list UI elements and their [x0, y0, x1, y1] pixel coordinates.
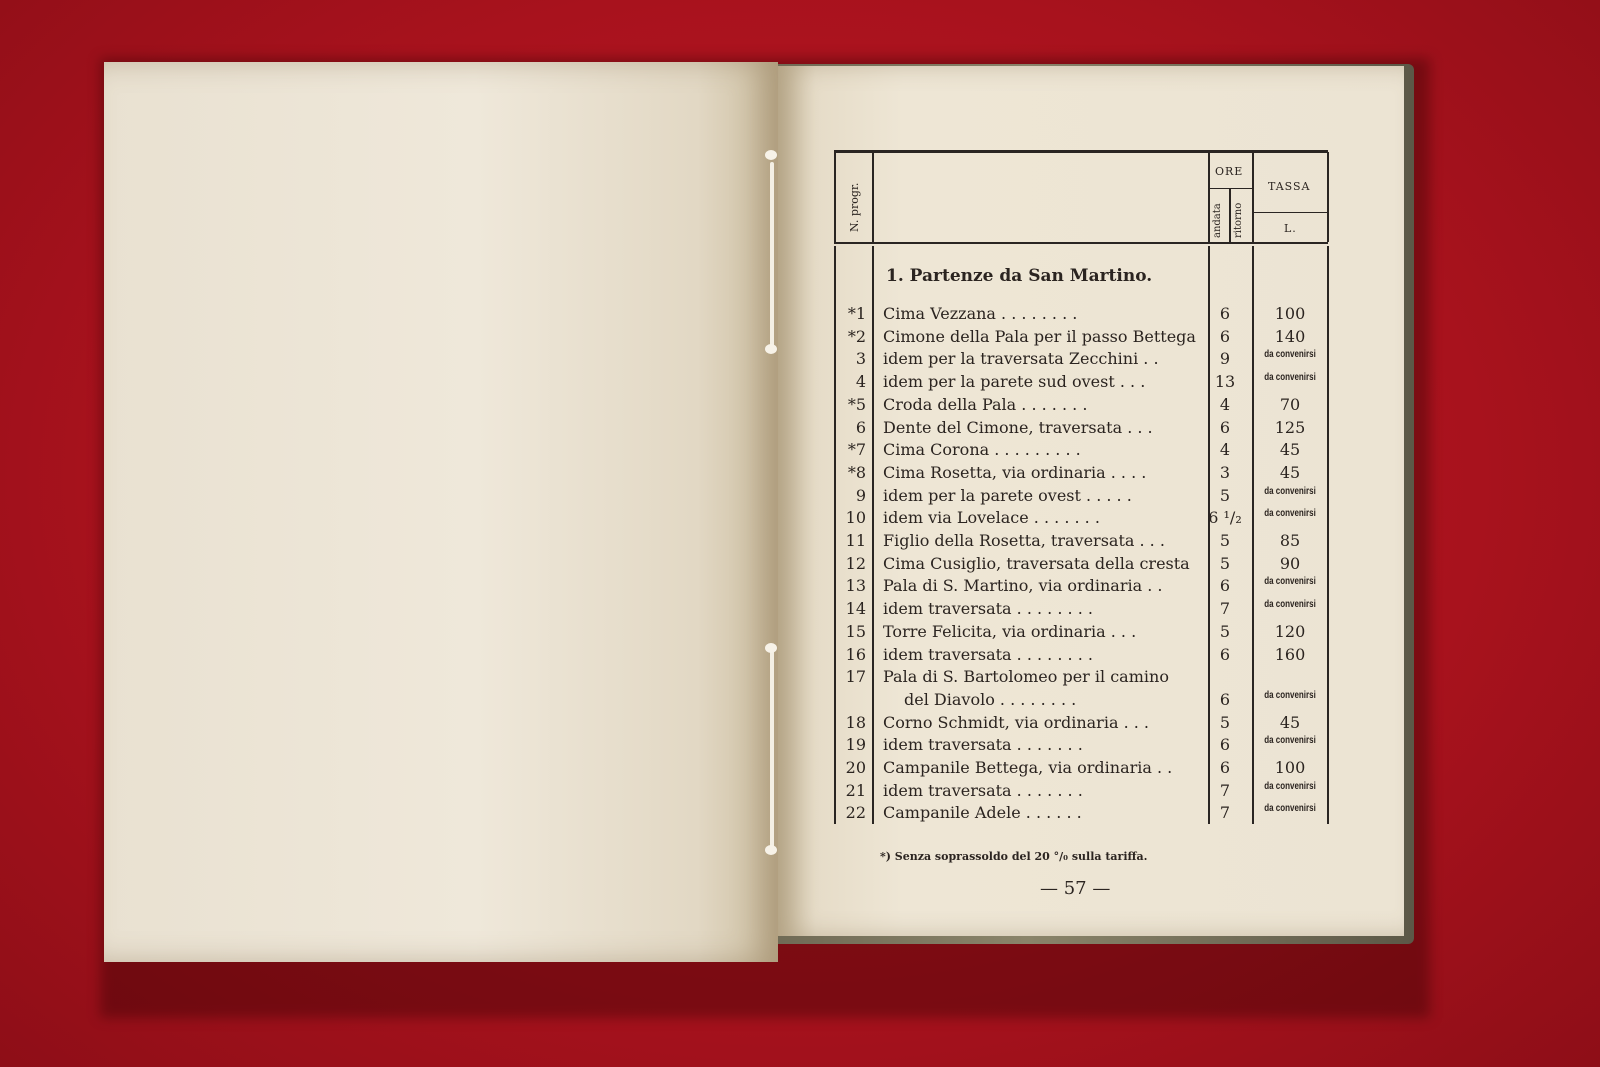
footnote: *) Senza soprassoldo del 20 °/₀ sulla tariffa.: [880, 850, 1148, 863]
cell-tassa: da convenirsi: [1264, 689, 1316, 701]
cell-name: idem traversata . . . . . . . .: [883, 644, 1093, 664]
cell-name: idem traversata . . . . . . .: [883, 780, 1083, 800]
column-divider: [872, 152, 874, 242]
column-divider: [1208, 152, 1210, 242]
cell-name: idem traversata . . . . . . . .: [883, 599, 1093, 619]
header-ritorno: ritorno: [1233, 202, 1244, 238]
cell-tassa: da convenirsi: [1264, 803, 1316, 815]
cell-ore: 6 ¹/₂: [1208, 508, 1242, 528]
cell-name: Dente del Cimone, traversata . . .: [883, 417, 1153, 437]
cell-name: idem via Lovelace . . . . . . .: [883, 508, 1100, 528]
cell-num: 17: [845, 667, 866, 687]
cell-ore: 5: [1219, 485, 1231, 505]
cell-num: 12: [845, 553, 866, 573]
cell-tassa: 160: [1274, 644, 1306, 664]
cell-num: 15: [845, 621, 866, 641]
cell-num: 22: [845, 803, 866, 823]
cell-num: 9: [855, 485, 866, 505]
cell-name: Figlio della Rosetta, traversata . . .: [883, 531, 1165, 550]
cell-num: *2: [847, 326, 866, 346]
table-row: [834, 758, 1328, 780]
column-divider: [1327, 152, 1329, 242]
table-row: [834, 803, 1328, 825]
stitch-knot: [765, 643, 777, 653]
table-row: [834, 486, 1328, 508]
column-divider: [1229, 188, 1231, 242]
cell-name: Torre Felicita, via ordinaria . . .: [883, 621, 1137, 641]
cell-name: Corno Schmidt, via ordinaria . . .: [883, 712, 1149, 732]
cell-num: 13: [845, 576, 866, 596]
table-row: [834, 667, 1328, 689]
table-row: [834, 576, 1328, 598]
cell-tassa: 85: [1279, 531, 1301, 550]
stitch-knot: [765, 150, 777, 160]
cell-tassa: 120: [1274, 621, 1306, 641]
cell-ore: 7: [1219, 599, 1231, 619]
cell-name: Cima Cusiglio, traversata della cresta: [883, 553, 1190, 573]
cell-tassa: da convenirsi: [1264, 735, 1316, 747]
cell-ore: 6: [1219, 644, 1231, 664]
cell-name: idem per la traversata Zecchini . .: [883, 349, 1159, 369]
cell-ore: 4: [1219, 440, 1231, 460]
cell-name: Pala di S. Bartolomeo per il camino: [883, 667, 1169, 687]
cell-ore: 6: [1219, 735, 1231, 755]
header-tassa: TASSA: [1268, 180, 1311, 193]
page-number: — 57 —: [1040, 878, 1111, 899]
stitch-knot: [765, 344, 777, 354]
table-row: [834, 395, 1328, 417]
table-row: [834, 327, 1328, 349]
table-row: [834, 713, 1328, 735]
cell-ore: 6: [1219, 304, 1231, 323]
column-divider: [834, 152, 836, 242]
cell-name: Cima Corona . . . . . . . . .: [883, 440, 1081, 460]
cell-ore: 7: [1219, 803, 1231, 823]
cell-tassa: 100: [1274, 304, 1306, 323]
cell-tassa: da convenirsi: [1264, 508, 1316, 520]
table-header-rule: [834, 242, 1328, 244]
cell-tassa: 90: [1279, 553, 1301, 573]
table-top-rule: [834, 150, 1328, 153]
header-num: N. progr.: [848, 182, 861, 232]
cell-ore: 6: [1219, 758, 1231, 777]
cell-num: *7: [847, 440, 866, 460]
cell-tassa: 45: [1279, 440, 1301, 460]
table-row: [834, 735, 1328, 757]
cell-name: Campanile Bettega, via ordinaria . .: [883, 758, 1173, 777]
cell-num: 16: [845, 644, 866, 664]
header-andata: andata: [1212, 203, 1223, 238]
cell-num: *5: [847, 394, 866, 414]
table-row: [834, 531, 1328, 553]
table-row: [834, 440, 1328, 462]
cell-tassa: da convenirsi: [1264, 780, 1316, 792]
cell-ore: 6: [1219, 326, 1231, 346]
cell-tassa: 70: [1279, 394, 1301, 414]
cell-ore: 6: [1219, 689, 1231, 709]
table-row: [834, 554, 1328, 576]
header-currency: L.: [1284, 222, 1297, 235]
cell-ore: 5: [1219, 621, 1231, 641]
cell-num: 6: [855, 417, 866, 437]
cell-tassa: 45: [1279, 712, 1301, 732]
cell-name: Cimone della Pala per il passo Bettega: [883, 326, 1196, 346]
cell-num: 19: [845, 735, 866, 755]
cell-tassa: da convenirsi: [1264, 349, 1316, 361]
cell-ore: 4: [1219, 394, 1231, 414]
table-row: [834, 645, 1328, 667]
cell-ore: 3: [1219, 462, 1231, 482]
cell-num: 21: [845, 780, 866, 800]
cell-num: 4: [855, 372, 866, 392]
cell-num: *1: [847, 304, 866, 323]
cell-tassa: 100: [1274, 758, 1306, 777]
cell-name: Campanile Adele . . . . . .: [883, 803, 1082, 823]
cell-name: idem traversata . . . . . . .: [883, 735, 1083, 755]
table-row: [834, 372, 1328, 394]
cell-ore: 9: [1219, 349, 1231, 369]
cell-ore: 7: [1219, 780, 1231, 800]
cell-num: 11: [845, 531, 866, 550]
binding-stitch-bottom: [770, 650, 774, 850]
cell-tassa: da convenirsi: [1264, 485, 1316, 497]
cell-tassa: 125: [1274, 417, 1306, 437]
table-row: [834, 349, 1328, 371]
binding-stitch-top: [770, 162, 774, 352]
cell-name: Pala di S. Martino, via ordinaria . .: [883, 576, 1163, 596]
cell-num: 10: [845, 508, 866, 528]
cell-ore: 5: [1219, 712, 1231, 732]
table-row: [834, 508, 1328, 530]
stitch-knot: [765, 845, 777, 855]
cell-tassa: 45: [1279, 462, 1301, 482]
cell-num: *8: [847, 462, 866, 482]
cell-name: Croda della Pala . . . . . . .: [883, 394, 1088, 414]
table-row: [834, 622, 1328, 644]
header-ore: ORE: [1215, 165, 1244, 178]
cell-tassa: da convenirsi: [1264, 372, 1316, 384]
cell-name: Cima Rosetta, via ordinaria . . . .: [883, 462, 1147, 482]
cell-ore: 6: [1219, 417, 1231, 437]
cell-ore: 6: [1219, 576, 1231, 596]
cell-name: idem per la parete sud ovest . . .: [883, 372, 1146, 392]
cell-num: 3: [855, 349, 866, 369]
cell-num: 18: [845, 712, 866, 732]
cell-name: idem per la parete ovest . . . . .: [883, 485, 1132, 505]
table-row: [834, 781, 1328, 803]
column-divider: [1252, 212, 1327, 213]
cell-tassa: 140: [1274, 326, 1306, 346]
left-page: [104, 62, 778, 962]
cell-ore: 5: [1219, 553, 1231, 573]
cell-num: 14: [845, 599, 866, 619]
table-row: [834, 690, 1328, 712]
cell-num: 20: [845, 758, 866, 777]
section-title: 1. Partenze da San Martino.: [886, 266, 1153, 286]
cell-ore: 13: [1214, 372, 1236, 392]
cell-name: Cima Vezzana . . . . . . . .: [883, 304, 1078, 323]
cell-ore: 5: [1219, 531, 1231, 550]
table-row: [834, 463, 1328, 485]
cell-name: del Diavolo . . . . . . . .: [904, 689, 1077, 709]
table-row: [834, 304, 1328, 326]
table-row: [834, 418, 1328, 440]
cell-tassa: da convenirsi: [1264, 576, 1316, 588]
table-row: [834, 599, 1328, 621]
column-divider: [1252, 152, 1254, 242]
cell-tassa: da convenirsi: [1264, 599, 1316, 611]
